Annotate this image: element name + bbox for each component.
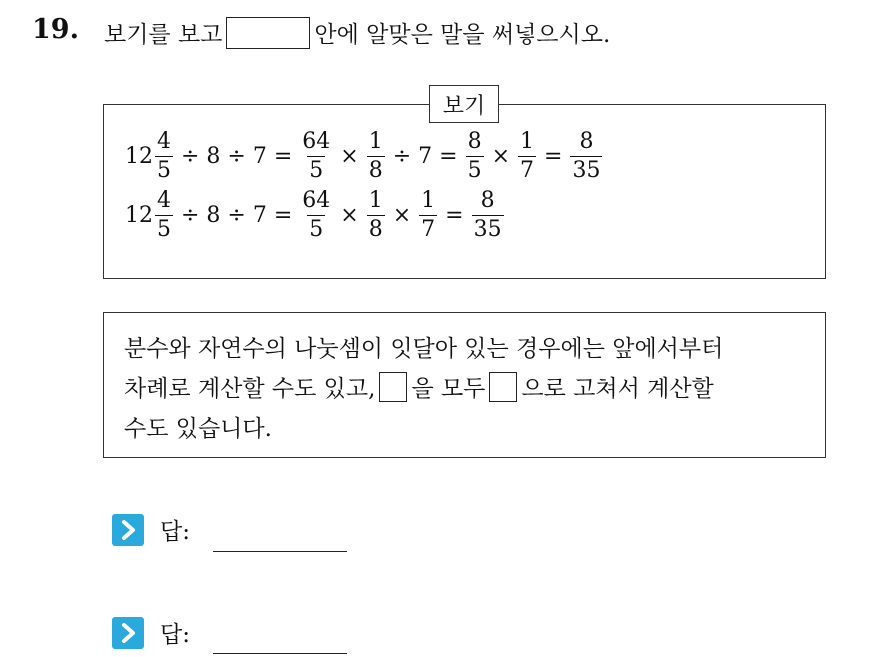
denominator: 5: [157, 158, 171, 183]
instruction-blank-box: [226, 17, 310, 49]
numerator: 1: [421, 188, 436, 213]
equals-sign: =: [544, 144, 563, 169]
denominator: 8: [368, 158, 383, 183]
result-fraction: [570, 131, 602, 182]
numerator: 8: [579, 129, 594, 154]
statement-line-2: [124, 370, 714, 403]
example-equation-2: [125, 190, 506, 241]
result-fraction: [472, 190, 504, 241]
answer-blank-2[interactable]: [489, 372, 517, 402]
answer-label: 답:: [160, 622, 190, 648]
statement-text: 을 모두: [411, 376, 486, 402]
statement-text: 차례로 계산할 수도 있고,: [124, 376, 376, 402]
numerator: 4: [157, 188, 171, 213]
numerator: 1: [520, 129, 535, 154]
denominator: 35: [572, 158, 601, 183]
question-instruction: [104, 16, 610, 49]
mixed-fraction: [155, 190, 173, 241]
times-sign: ×: [340, 203, 359, 228]
example-label: 보기: [429, 85, 499, 123]
numerator: 1: [368, 188, 383, 213]
operators: ÷ 7 =: [392, 144, 458, 169]
statement-line-1: 분수와 자연수의 나눗셈이 잇달아 있는 경우에는 앞에서부터: [124, 336, 724, 362]
operators: ÷ 8 ÷ 7 =: [181, 144, 293, 169]
statement-text: 으로 고쳐서 계산할: [521, 376, 714, 402]
numerator: 64: [302, 188, 331, 213]
numerator: 64: [302, 129, 331, 154]
denominator: 5: [309, 158, 324, 183]
fraction: [419, 190, 437, 241]
denominator: 7: [421, 217, 436, 242]
fraction: [367, 190, 385, 241]
chevron-right-icon: [112, 617, 144, 649]
answer-input-line-2[interactable]: [213, 653, 347, 654]
denominator: 5: [157, 217, 171, 242]
fraction: [300, 190, 332, 241]
mixed-whole: 12: [125, 144, 153, 169]
fraction: [367, 131, 385, 182]
denominator: 35: [473, 217, 502, 242]
denominator: 8: [368, 217, 383, 242]
times-sign: ×: [392, 203, 412, 228]
example-equation-1: [125, 131, 604, 182]
instruction-text-before: 보기를 보고: [104, 22, 223, 48]
fraction: [518, 131, 536, 182]
instruction-text-after: 안에 알맞은 말을 써넣으시오.: [314, 22, 611, 48]
numerator: 8: [467, 129, 482, 154]
answer-input-line-1[interactable]: [213, 551, 347, 552]
chevron-right-icon: [112, 514, 144, 546]
statement-line-3: 수도 있습니다.: [124, 416, 272, 442]
numerator: 1: [368, 129, 383, 154]
denominator: 5: [309, 217, 324, 242]
mixed-whole: 12: [125, 203, 153, 228]
denominator: 7: [520, 158, 535, 183]
times-sign: ×: [491, 144, 511, 169]
fraction: [300, 131, 332, 182]
numerator: 8: [480, 188, 495, 213]
equals-sign: =: [445, 203, 464, 228]
denominator: 5: [467, 158, 482, 183]
answer-label: 답:: [160, 519, 190, 545]
numerator: 4: [157, 129, 171, 154]
operators: ÷ 8 ÷ 7 =: [181, 203, 293, 228]
mixed-fraction: [155, 131, 173, 182]
times-sign: ×: [340, 144, 359, 169]
question-number: 19.: [32, 14, 79, 45]
fraction: [466, 131, 484, 182]
answer-blank-1[interactable]: [379, 372, 407, 402]
